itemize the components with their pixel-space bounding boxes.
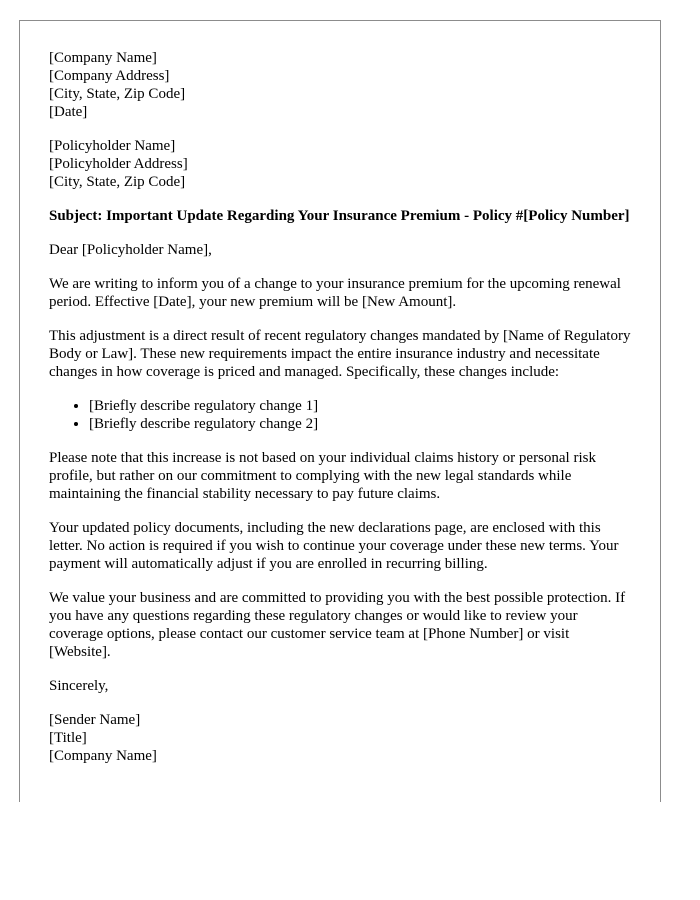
letter-date: [Date] [49,104,88,120]
signature-title: [Title] [49,730,87,746]
recipient-address: [Policyholder Address] [49,156,188,172]
sender-city-state-zip: [City, State, Zip Code] [49,86,186,102]
subject-line: Subject: Important Update Regarding Your Insurance Premium - Policy #[Policy Number] [49,208,630,224]
signature-company-name: [Company Name] [49,748,157,764]
regulatory-changes-list [49,397,632,433]
signature-block [49,711,632,765]
sender-company-name: [Company Name] [49,50,157,66]
letter-page [19,20,661,802]
paragraph-contact-info: We value your business and are committed to providing you with the best possible protection. If you have any questions regarding these regulatory changes or would like to review your coverage options, please contact our customer service team at [Phone Number] or visit [Website]. [49,590,626,660]
paragraph-premium-change: We are writing to inform you of a change to your insurance premium for the upcoming renewal period. Effective [Date], your new premium will be [New Amount]. [49,276,621,310]
salutation: Dear [Policyholder Name], [49,242,212,258]
closing: Sincerely, [49,678,109,694]
recipient-name: [Policyholder Name] [49,138,176,154]
sender-company-address: [Company Address] [49,68,170,84]
list-item: • [Briefly describe regulatory change 2] [89,415,632,433]
recipient-address-block [49,137,632,191]
paragraph-not-claims-based: Please note that this increase is not based on your individual claims history or personal risk profile, but rather on our commitment to complying with the new legal standards while maintaining the financial stability necessary to pay future claims. [49,450,596,502]
paragraph-regulatory-changes: This adjustment is a direct result of recent regulatory changes mandated by [Name of Regulatory Body or Law]. These new requirements impact the entire insurance industry and necessitate changes in how coverage is priced and managed. Specifically, these changes include: [49,328,631,380]
recipient-city-state-zip: [City, State, Zip Code] [49,174,186,190]
paragraph-policy-documents: Your updated policy documents, including the new declarations page, are enclosed with this letter. No action is required if you wish to continue your coverage under these new terms. Your payment will automatically adjust if you are enrolled in recurring billing. [49,520,619,572]
sender-address-block [49,49,632,121]
list-item: • [Briefly describe regulatory change 1] [89,397,632,415]
signature-sender-name: [Sender Name] [49,712,141,728]
